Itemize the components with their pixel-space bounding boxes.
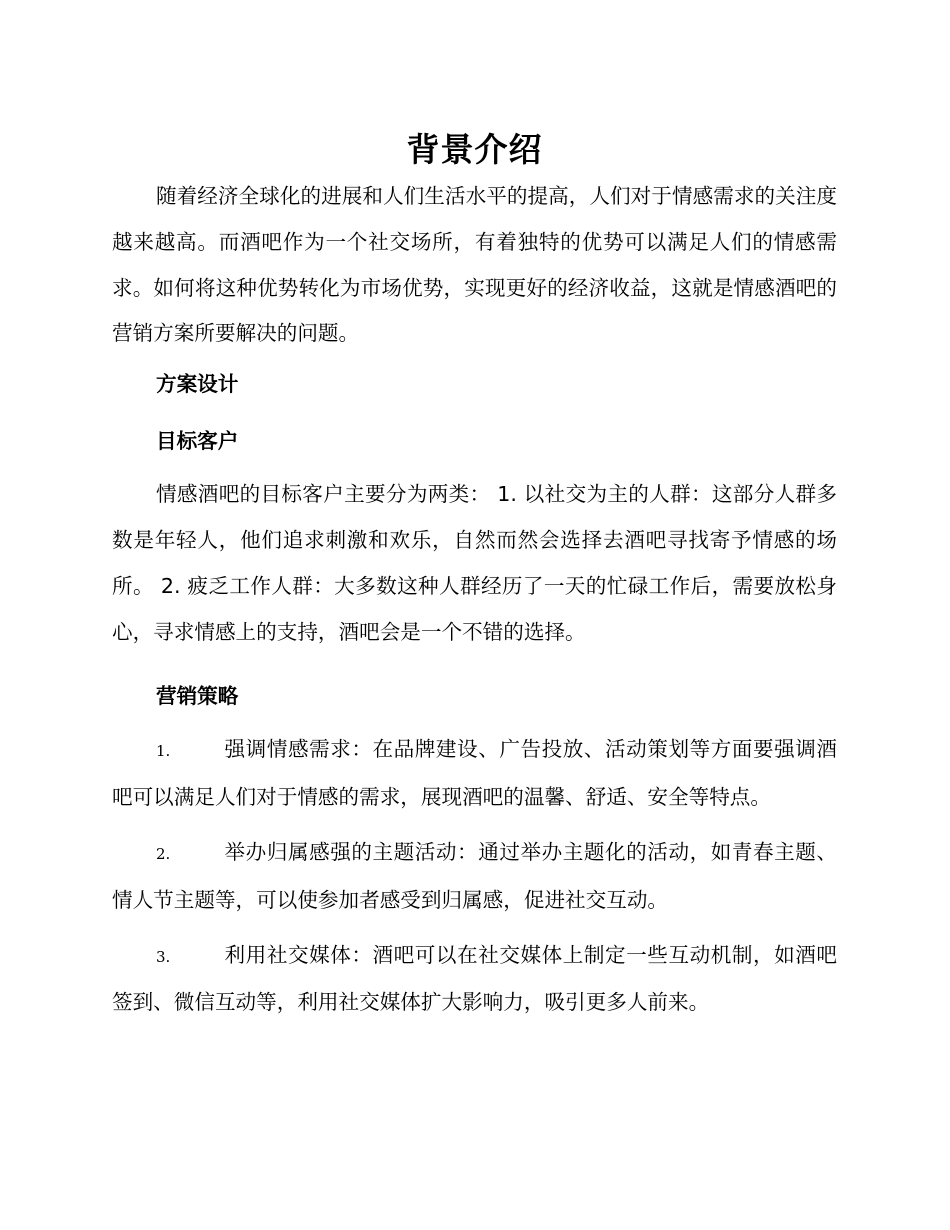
strategy-item (112, 727, 837, 821)
strategy-text: 强调情感需求：在品牌建设、广告投放、活动策划等方面要强调酒吧可以满足人们对于情感的需求，展现酒吧的温馨、舒适、安全等特点。 (112, 737, 837, 810)
strategy-text: 利用社交媒体：酒吧可以在社交媒体上制定一些互动机制，如酒吧签到、微信互动等，利用社交媒体扩大影响力，吸引更多人前来。 (112, 942, 837, 1015)
strategy-number: 3. (156, 947, 171, 966)
strategy-text: 举办归属感强的主题活动：通过举办主题化的活动，如青春主题、情人节主题等，可以使参加者感受到归属感，促进社交互动。 (112, 839, 837, 912)
heading-target-customers: 目标客户 (156, 429, 239, 454)
strategy-number: 2. (156, 844, 171, 863)
background-paragraph: 随着经济全球化的进展和人们生活水平的提高，人们对于情感需求的关注度越来越高。而酒吧作为一个社交场所，有着独特的优势可以满足人们的情感需求。如何将这种优势转化为市场优势，实现更好的经济收益，这就是情感酒吧的营销方案所要解决的问题。 (112, 184, 837, 346)
strategy-item (112, 830, 837, 924)
heading-plan-design: 方案设计 (156, 372, 239, 397)
target-customers-paragraph: 情感酒吧的目标客户主要分为两类： 1. 以社交为主的人群：这部分人群多数是年轻人，他们追求刺激和欢乐，自然而然会选择去酒吧寻找寄予情感的场所。 2. 疲乏工作人群：大多数这种人群经历了一天的忙碌工作后，需要放松身心，寻求情感上的支持，酒吧会是一个不错的选择。 (112, 482, 837, 644)
strategy-item (112, 933, 837, 1027)
document-title: 背景介绍 (406, 130, 543, 169)
strategy-number: 1. (156, 742, 171, 761)
document-page (112, 128, 837, 1026)
heading-marketing-strategy: 营销策略 (156, 684, 239, 709)
